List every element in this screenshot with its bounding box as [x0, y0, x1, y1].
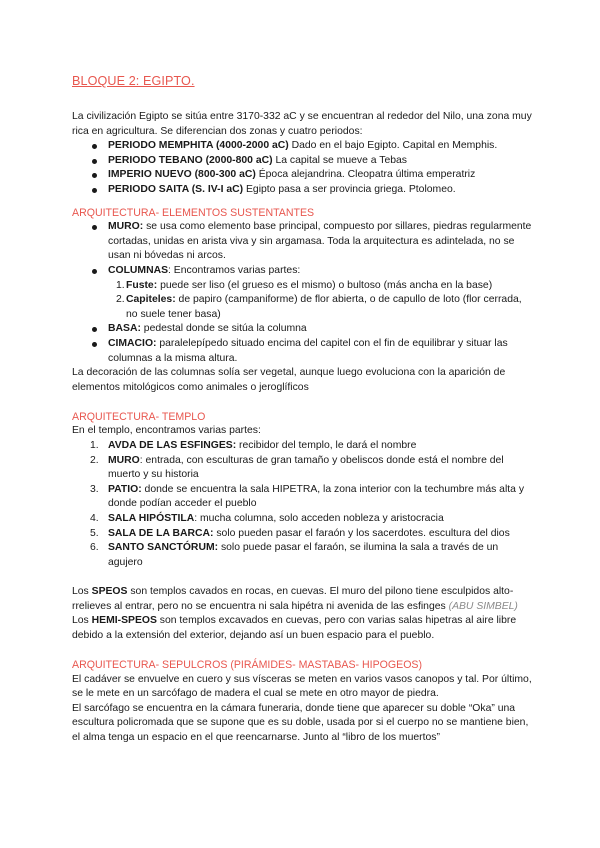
section-heading-sustentantes: ARQUITECTURA- ELEMENTOS SUSTENTANTES	[72, 206, 315, 219]
page-title: BLOQUE 2: EGIPTO.	[72, 74, 195, 88]
list-item: MURO: se usa como elemento base principal, compuesto por sillares, piedras regularmente cortadas, unidas en arista viva y sin argamasa. Toda la arquitectura es adintelada, no se usan ni bóvedas ni arcos.	[72, 220, 532, 264]
list-item: 1. AVDA DE LAS ESFINGES: recibidor del templo, le dará el nombre	[90, 440, 417, 452]
sepulcros-paragraph-2: El sarcófago se encuentra en la cámara funeraria, donde tiene que aparecer su doble “Oka” una escultura policromada que se supone que es su doble, usada por si el cuerpo no se mantiene bien, el alma tenga un espacio en el que reencarnarse. Junto al “libro de los muertos”	[72, 702, 529, 743]
speos-paragraph: Los SPEOS son templos cavados en rocas, en cuevas. El muro del pilono tiene esculpidos alto-rrelieves al entrar, pero no se encuentra ni sala hipétra ni avenida de las esfinges (ABU SIMBEL)	[72, 586, 518, 612]
list-item: 1. Fuste: puede ser liso (el grueso es el mismo) o bultoso (más ancha en la base)	[116, 279, 493, 291]
list-item: IMPERIO NUEVO (800-300 aC) Época alejandrina. Cleopatra última emperatriz	[72, 168, 532, 183]
list-item: 2. MURO: entrada, con esculturas de gran tamaño y obeliscos donde está el nombre del muerto y su historia	[90, 454, 504, 481]
list-item: 3. PATIO: donde se encuentra la sala HIPETRA, la zona interior con la techumbre más alta y donde podían acceder el pueblo	[90, 483, 525, 510]
intro-paragraph: La civilización Egipto se sitúa entre 3170-332 aC y se encuentran al rededor del Nilo, una zona muy rica en agricultura. Se diferencian dos zonas y cuatro periodos:	[72, 111, 532, 137]
list-item: BASA: pedestal donde se sitúa la columna	[72, 322, 532, 337]
templo-intro: En el templo, encontramos varias partes:	[72, 425, 261, 437]
list-item: PERIODO MEMPHITA (4000-2000 aC) Dado en el bajo Egipto. Capital en Memphis.	[72, 139, 532, 154]
decoration-paragraph: La decoración de las columnas solía ser vegetal, aunque luego evoluciona con la aparición de elementos mitológicos como animales o jeroglíficos	[72, 367, 506, 393]
list-item: 2. Capiteles: de papiro (campaniforme) de flor abierta, o de capullo de loto (flor cerrada, no suele tener basa)	[116, 294, 522, 320]
templo-list	[72, 439, 532, 570]
list-item: CIMACIO: paralelepípedo situado encima del capitel con el fin de equilibrar y situar las columnas a la misma altura.	[72, 337, 532, 366]
sustentantes-list	[72, 220, 532, 366]
list-item: 4. SALA HIPÓSTILA: mucha columna, solo acceden nobleza y aristocracia	[90, 513, 444, 525]
periods-list	[72, 139, 532, 197]
hemi-speos-paragraph: Los HEMI-SPEOS son templos excavados en cuevas, pero con varias salas hipetras al aire libre debido a la extensión del exterior, dejando así un buen espacio para el pueblo.	[72, 615, 517, 641]
list-item: 5. SALA DE LA BARCA: solo pueden pasar el faraón y los sacerdotes. escultura del dios	[90, 527, 510, 539]
list-item: PERIODO SAITA (S. IV-I aC) Egipto pasa a ser provincia griega. Ptolomeo.	[72, 183, 532, 198]
section-heading-sepulcros: ARQUITECTURA- SEPULCROS (PIRÁMIDES- MASTABAS- HIPOGEOS)	[72, 658, 423, 671]
list-item: 6. SANTO SANCTÓRUM: solo puede pasar el faraón, se ilumina la sala a través de un agujero	[90, 542, 499, 568]
document-page	[72, 73, 532, 746]
section-heading-templo: ARQUITECTURA- TEMPLO	[72, 410, 206, 423]
columnas-sublist	[108, 279, 532, 323]
list-item: COLUMNAS: Encontramos varias partes: 1. Fuste: puede ser liso (el grueso es el mismo) o bultoso (más ancha en la base) 2. Capiteles: de papiro (campaniforme) de flor abierta, o de capullo de loto (flor cerrada, no suele tener basa)	[72, 264, 532, 322]
list-item: PERIODO TEBANO (2000-800 aC) La capital se mueve a Tebas	[72, 154, 532, 169]
sepulcros-paragraph-1: El cadáver se envuelve en cuero y sus vísceras se meten en varios vasos canopos y tal. Por último, se le mete en un sarcófago de madera el cual se mete en otro mayor de piedra.	[72, 673, 532, 700]
